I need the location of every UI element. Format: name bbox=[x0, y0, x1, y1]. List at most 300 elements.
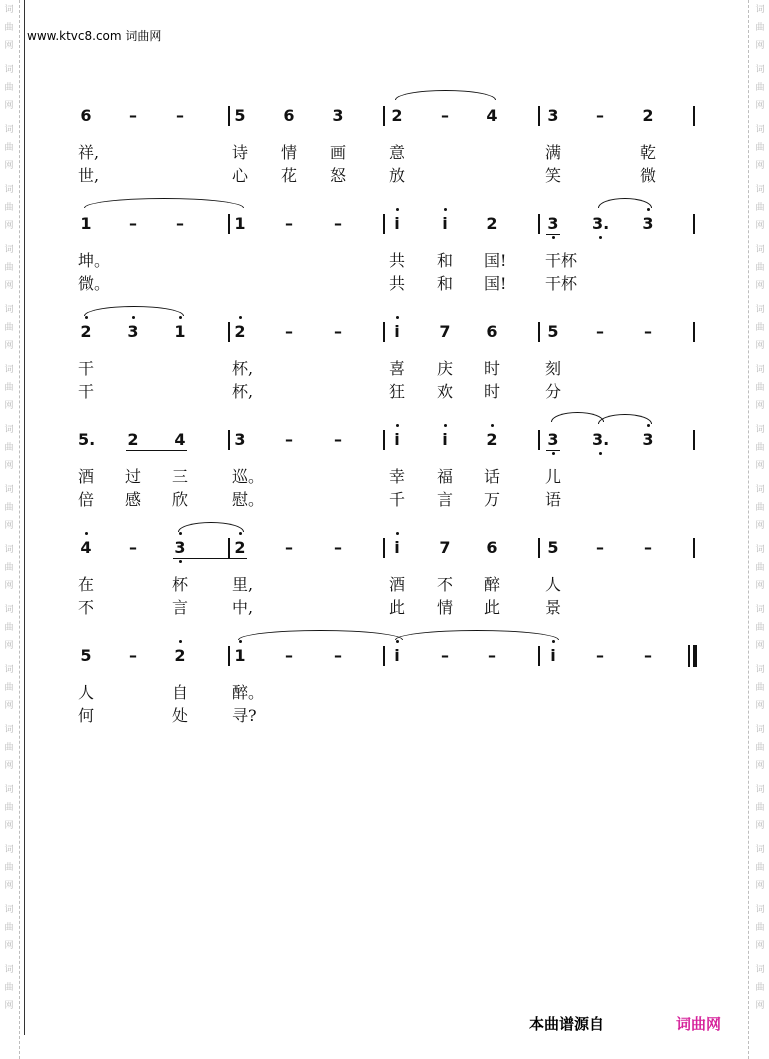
note: 5 bbox=[547, 538, 559, 557]
note: i bbox=[550, 646, 556, 665]
watermark-char: 网 bbox=[4, 341, 14, 351]
lyric: 语 bbox=[545, 490, 562, 509]
note: 1 bbox=[234, 646, 246, 665]
watermark-char: 曲 bbox=[755, 983, 765, 993]
lyric: 倍 bbox=[78, 490, 95, 509]
watermark-char: 词 bbox=[4, 425, 14, 435]
watermark-char: 曲 bbox=[755, 143, 765, 153]
watermark-char: 网 bbox=[755, 641, 765, 651]
octave-dot-above bbox=[444, 424, 447, 427]
watermark-char: 曲 bbox=[755, 323, 765, 333]
watermark-char: 词 bbox=[755, 245, 765, 255]
note: 5. bbox=[78, 430, 96, 449]
note: 7 bbox=[439, 322, 451, 341]
lyric: 话 bbox=[484, 467, 501, 486]
lyric: 景 bbox=[545, 598, 562, 617]
watermark-char: 网 bbox=[4, 281, 14, 291]
watermark-char: 词 bbox=[755, 845, 765, 855]
lyric: 和 bbox=[437, 274, 454, 293]
lyric: 中, bbox=[232, 598, 254, 617]
watermark-char: 词 bbox=[4, 125, 14, 135]
note: 5 bbox=[234, 106, 246, 125]
note: 2 bbox=[234, 538, 246, 557]
watermark-char: 网 bbox=[4, 821, 14, 831]
barline bbox=[693, 106, 695, 126]
lyric: 时 bbox=[484, 359, 501, 378]
lyric: 国! bbox=[484, 251, 507, 270]
watermark-char: 词 bbox=[755, 725, 765, 735]
note: – bbox=[596, 646, 604, 665]
lyric: 情 bbox=[437, 598, 454, 617]
note: 4 bbox=[486, 106, 498, 125]
note: – bbox=[129, 538, 137, 557]
watermark-char: 曲 bbox=[4, 443, 14, 453]
note: 3 bbox=[547, 430, 559, 449]
final-barline-thin bbox=[688, 645, 690, 667]
watermark-char: 曲 bbox=[4, 23, 14, 33]
watermark-char: 曲 bbox=[755, 383, 765, 393]
duration-underline bbox=[126, 450, 187, 451]
watermark-char: 网 bbox=[755, 821, 765, 831]
watermark-char: 词 bbox=[4, 965, 14, 975]
watermark-char: 网 bbox=[755, 341, 765, 351]
lyric: 不 bbox=[437, 575, 454, 594]
note: – bbox=[334, 538, 342, 557]
lyric: 坤。 bbox=[78, 251, 111, 270]
barline bbox=[693, 214, 695, 234]
watermark-char: 词 bbox=[4, 305, 14, 315]
note: 1 bbox=[80, 214, 92, 233]
watermark-char: 网 bbox=[755, 1001, 765, 1011]
barline bbox=[228, 430, 230, 450]
watermark-char: 词 bbox=[4, 605, 14, 615]
watermark-char: 词 bbox=[755, 485, 765, 495]
watermark-char: 曲 bbox=[4, 563, 14, 573]
lyric: 人 bbox=[78, 683, 95, 702]
lyric: 酒 bbox=[78, 467, 95, 486]
watermark-char: 词 bbox=[755, 905, 765, 915]
watermark-char: 词 bbox=[755, 665, 765, 675]
note: – bbox=[129, 106, 137, 125]
barline bbox=[228, 322, 230, 342]
octave-dot-below bbox=[552, 236, 555, 239]
lyric: 微 bbox=[640, 166, 657, 185]
barline bbox=[538, 214, 540, 234]
lyric: 国! bbox=[484, 274, 507, 293]
note: – bbox=[334, 430, 342, 449]
note: – bbox=[644, 322, 652, 341]
barline bbox=[383, 430, 385, 450]
duration-underline bbox=[546, 450, 560, 451]
note: 2 bbox=[174, 646, 186, 665]
note: – bbox=[285, 646, 293, 665]
watermark-char: 网 bbox=[755, 221, 765, 231]
barline bbox=[383, 106, 385, 126]
lyric: 言 bbox=[172, 598, 189, 617]
note: – bbox=[129, 214, 137, 233]
barline bbox=[693, 430, 695, 450]
note: 3 bbox=[234, 430, 246, 449]
barline bbox=[693, 538, 695, 558]
barline bbox=[228, 646, 230, 666]
barline bbox=[228, 214, 230, 234]
octave-dot-below bbox=[552, 452, 555, 455]
final-barline-thick bbox=[693, 645, 697, 667]
watermark-char: 网 bbox=[755, 701, 765, 711]
lyric: 儿 bbox=[545, 467, 562, 486]
watermark-char: 网 bbox=[755, 761, 765, 771]
note: – bbox=[334, 214, 342, 233]
note: 3. bbox=[592, 214, 610, 233]
watermark-char: 曲 bbox=[755, 743, 765, 753]
note: – bbox=[285, 538, 293, 557]
octave-dot-below bbox=[179, 560, 182, 563]
watermark-char: 网 bbox=[4, 581, 14, 591]
barline bbox=[538, 646, 540, 666]
lyric: 怒 bbox=[330, 166, 347, 185]
note: 2 bbox=[486, 214, 498, 233]
note: – bbox=[176, 106, 184, 125]
lyric: 和 bbox=[437, 251, 454, 270]
tie-arc bbox=[551, 412, 604, 422]
watermark-char: 网 bbox=[4, 401, 14, 411]
lyric: 欣 bbox=[172, 490, 189, 509]
watermark-char: 网 bbox=[4, 641, 14, 651]
watermark-char: 曲 bbox=[755, 83, 765, 93]
octave-dot-above bbox=[179, 316, 182, 319]
watermark-char: 网 bbox=[755, 521, 765, 531]
note: – bbox=[334, 322, 342, 341]
note: – bbox=[644, 538, 652, 557]
watermark-char: 词 bbox=[755, 185, 765, 195]
watermark-char: 曲 bbox=[4, 263, 14, 273]
note: – bbox=[488, 646, 496, 665]
note: 7 bbox=[439, 538, 451, 557]
lyric: 干 bbox=[78, 382, 95, 401]
note: 2 bbox=[127, 430, 139, 449]
octave-dot-above bbox=[239, 532, 242, 535]
watermark-char: 词 bbox=[755, 365, 765, 375]
barline bbox=[383, 214, 385, 234]
lyric: 处 bbox=[172, 706, 189, 725]
watermark-char: 词 bbox=[4, 905, 14, 915]
lyric: 庆 bbox=[437, 359, 454, 378]
watermark-char: 曲 bbox=[4, 623, 14, 633]
watermark-char: 网 bbox=[4, 221, 14, 231]
note: 2 bbox=[80, 322, 92, 341]
watermark-char: 网 bbox=[755, 281, 765, 291]
lyric: 三 bbox=[172, 467, 189, 486]
right-watermark bbox=[753, 0, 767, 1059]
watermark-char: 网 bbox=[755, 461, 765, 471]
watermark-char: 网 bbox=[755, 881, 765, 891]
barline bbox=[693, 322, 695, 342]
lyric: 醉。 bbox=[232, 683, 265, 702]
watermark-char: 词 bbox=[4, 725, 14, 735]
watermark-char: 曲 bbox=[755, 803, 765, 813]
octave-dot-above bbox=[85, 316, 88, 319]
note: 3 bbox=[642, 214, 654, 233]
octave-dot-above bbox=[396, 208, 399, 211]
note: 6 bbox=[283, 106, 295, 125]
watermark-char: 曲 bbox=[755, 923, 765, 933]
note: – bbox=[176, 214, 184, 233]
right-dashed-line bbox=[748, 0, 749, 1059]
watermark-char: 曲 bbox=[4, 203, 14, 213]
note: 1 bbox=[234, 214, 246, 233]
watermark-char: 词 bbox=[755, 605, 765, 615]
tie-arc bbox=[178, 522, 244, 532]
watermark-char: 曲 bbox=[755, 563, 765, 573]
lyric: 狂 bbox=[389, 382, 406, 401]
note: – bbox=[285, 322, 293, 341]
watermark-char: 曲 bbox=[4, 863, 14, 873]
octave-dot-above bbox=[179, 532, 182, 535]
watermark-char: 网 bbox=[4, 761, 14, 771]
watermark-char: 曲 bbox=[755, 863, 765, 873]
lyric: 言 bbox=[437, 490, 454, 509]
note: i bbox=[394, 538, 400, 557]
lyric: 醉 bbox=[484, 575, 501, 594]
watermark-char: 网 bbox=[4, 701, 14, 711]
watermark-char: 词 bbox=[4, 5, 14, 15]
watermark-char: 曲 bbox=[4, 803, 14, 813]
tie-arc bbox=[238, 630, 403, 640]
lyric: 过 bbox=[125, 467, 142, 486]
duration-underline bbox=[173, 558, 247, 559]
watermark-char: 曲 bbox=[755, 623, 765, 633]
lyric: 心 bbox=[232, 166, 249, 185]
barline bbox=[538, 106, 540, 126]
note: 3 bbox=[547, 214, 559, 233]
note: i bbox=[394, 214, 400, 233]
watermark-char: 词 bbox=[755, 65, 765, 75]
lyric: 笑 bbox=[545, 166, 562, 185]
octave-dot-above bbox=[552, 640, 555, 643]
octave-dot-above bbox=[396, 532, 399, 535]
left-watermark bbox=[2, 0, 16, 1059]
lyric: 千 bbox=[389, 490, 406, 509]
left-dashed-line bbox=[19, 0, 20, 1059]
lyric: 干 bbox=[78, 359, 95, 378]
watermark-char: 网 bbox=[4, 101, 14, 111]
note: – bbox=[285, 214, 293, 233]
watermark-char: 网 bbox=[4, 521, 14, 531]
lyric: 杯, bbox=[232, 382, 254, 401]
lyric: 意 bbox=[389, 143, 406, 162]
watermark-char: 词 bbox=[755, 965, 765, 975]
watermark-char: 曲 bbox=[755, 203, 765, 213]
barline bbox=[228, 106, 230, 126]
note: i bbox=[442, 214, 448, 233]
octave-dot-above bbox=[647, 208, 650, 211]
lyric: 诗 bbox=[232, 143, 249, 162]
lyric: 巡。 bbox=[232, 467, 265, 486]
tie-arc bbox=[598, 198, 652, 208]
lyric: 在 bbox=[78, 575, 95, 594]
lyric: 欢 bbox=[437, 382, 454, 401]
watermark-char: 曲 bbox=[4, 923, 14, 933]
lyric: 杯, bbox=[232, 359, 254, 378]
watermark-char: 网 bbox=[4, 881, 14, 891]
watermark-char: 网 bbox=[755, 401, 765, 411]
octave-dot-above bbox=[85, 532, 88, 535]
watermark-char: 词 bbox=[4, 845, 14, 855]
watermark-char: 曲 bbox=[755, 443, 765, 453]
watermark-char: 词 bbox=[755, 125, 765, 135]
lyric: 共 bbox=[389, 274, 406, 293]
page-left-border bbox=[24, 0, 25, 1035]
site-header[interactable]: www.ktvc8.com 词曲网 bbox=[27, 29, 162, 43]
lyric: 世, bbox=[78, 166, 100, 185]
lyric: 祥, bbox=[78, 143, 100, 162]
note: i bbox=[394, 646, 400, 665]
note: – bbox=[596, 538, 604, 557]
note: 3 bbox=[642, 430, 654, 449]
octave-dot-above bbox=[239, 316, 242, 319]
lyric: 感 bbox=[125, 490, 142, 509]
watermark-char: 曲 bbox=[4, 683, 14, 693]
watermark-char: 词 bbox=[755, 305, 765, 315]
lyric: 福 bbox=[437, 467, 454, 486]
watermark-char: 网 bbox=[755, 41, 765, 51]
octave-dot-below bbox=[599, 236, 602, 239]
note: – bbox=[596, 106, 604, 125]
source-label: 本曲谱源自 bbox=[529, 1015, 605, 1033]
note: 3 bbox=[174, 538, 186, 557]
watermark-char: 词 bbox=[4, 485, 14, 495]
watermark-char: 曲 bbox=[755, 683, 765, 693]
lyric: 此 bbox=[484, 598, 501, 617]
brand-logo[interactable]: 词曲网 bbox=[676, 1015, 722, 1033]
watermark-char: 词 bbox=[755, 545, 765, 555]
octave-dot-above bbox=[491, 424, 494, 427]
note: 2 bbox=[642, 106, 654, 125]
note: i bbox=[442, 430, 448, 449]
watermark-char: 曲 bbox=[4, 983, 14, 993]
watermark-char: 网 bbox=[4, 41, 14, 51]
tie-arc bbox=[84, 198, 244, 208]
watermark-char: 网 bbox=[4, 941, 14, 951]
note: – bbox=[334, 646, 342, 665]
lyric: 杯 bbox=[172, 575, 189, 594]
watermark-char: 网 bbox=[4, 161, 14, 171]
lyric: 干杯 bbox=[545, 251, 578, 270]
watermark-char: 词 bbox=[755, 785, 765, 795]
tie-arc bbox=[84, 306, 184, 316]
lyric: 寻? bbox=[232, 706, 257, 725]
note: 2 bbox=[234, 322, 246, 341]
tie-arc bbox=[395, 90, 496, 100]
barline bbox=[383, 322, 385, 342]
watermark-char: 词 bbox=[755, 5, 765, 15]
octave-dot-above bbox=[396, 640, 399, 643]
octave-dot-above bbox=[396, 424, 399, 427]
lyric: 干杯 bbox=[545, 274, 578, 293]
note: – bbox=[285, 430, 293, 449]
octave-dot-above bbox=[179, 640, 182, 643]
watermark-char: 网 bbox=[755, 581, 765, 591]
octave-dot-above bbox=[132, 316, 135, 319]
lyric: 自 bbox=[172, 683, 189, 702]
lyric: 酒 bbox=[389, 575, 406, 594]
duration-underline bbox=[546, 234, 560, 235]
note: i bbox=[394, 322, 400, 341]
note: 3 bbox=[127, 322, 139, 341]
lyric: 不 bbox=[78, 598, 95, 617]
barline bbox=[228, 538, 230, 558]
octave-dot-above bbox=[647, 424, 650, 427]
lyric: 分 bbox=[545, 382, 562, 401]
watermark-char: 词 bbox=[4, 65, 14, 75]
octave-dot-above bbox=[444, 208, 447, 211]
note: 3 bbox=[547, 106, 559, 125]
note: 6 bbox=[486, 322, 498, 341]
lyric: 万 bbox=[484, 490, 501, 509]
barline bbox=[383, 538, 385, 558]
octave-dot-above bbox=[396, 316, 399, 319]
barline bbox=[383, 646, 385, 666]
tie-arc bbox=[598, 414, 652, 424]
watermark-char: 网 bbox=[755, 161, 765, 171]
watermark-char: 词 bbox=[4, 185, 14, 195]
note: 3 bbox=[332, 106, 344, 125]
note: 3. bbox=[592, 430, 610, 449]
lyric: 花 bbox=[281, 166, 298, 185]
lyric: 何 bbox=[78, 706, 95, 725]
watermark-char: 网 bbox=[4, 461, 14, 471]
note: – bbox=[441, 106, 449, 125]
barline bbox=[538, 538, 540, 558]
lyric: 里, bbox=[232, 575, 254, 594]
watermark-char: 曲 bbox=[4, 383, 14, 393]
tie-arc bbox=[395, 630, 559, 640]
lyric: 此 bbox=[389, 598, 406, 617]
note: 1 bbox=[174, 322, 186, 341]
watermark-char: 曲 bbox=[4, 323, 14, 333]
lyric: 时 bbox=[484, 382, 501, 401]
watermark-char: 曲 bbox=[4, 83, 14, 93]
watermark-char: 曲 bbox=[4, 503, 14, 513]
octave-dot-above bbox=[239, 640, 242, 643]
watermark-char: 曲 bbox=[755, 23, 765, 33]
note: 2 bbox=[391, 106, 403, 125]
watermark-char: 网 bbox=[4, 1001, 14, 1011]
octave-dot-below bbox=[599, 452, 602, 455]
lyric: 刻 bbox=[545, 359, 562, 378]
watermark-char: 词 bbox=[4, 545, 14, 555]
lyric: 满 bbox=[545, 143, 562, 162]
note: 5 bbox=[547, 322, 559, 341]
watermark-char: 词 bbox=[4, 665, 14, 675]
note: – bbox=[596, 322, 604, 341]
watermark-char: 曲 bbox=[4, 143, 14, 153]
note: 4 bbox=[174, 430, 186, 449]
note: 6 bbox=[486, 538, 498, 557]
watermark-char: 曲 bbox=[4, 743, 14, 753]
watermark-char: 曲 bbox=[755, 503, 765, 513]
note: – bbox=[441, 646, 449, 665]
note: – bbox=[129, 646, 137, 665]
lyric: 人 bbox=[545, 575, 562, 594]
note: 2 bbox=[486, 430, 498, 449]
watermark-char: 曲 bbox=[755, 263, 765, 273]
lyric: 放 bbox=[389, 166, 406, 185]
lyric: 情 bbox=[281, 143, 298, 162]
lyric: 乾 bbox=[640, 143, 657, 162]
watermark-char: 网 bbox=[755, 941, 765, 951]
note: 5 bbox=[80, 646, 92, 665]
